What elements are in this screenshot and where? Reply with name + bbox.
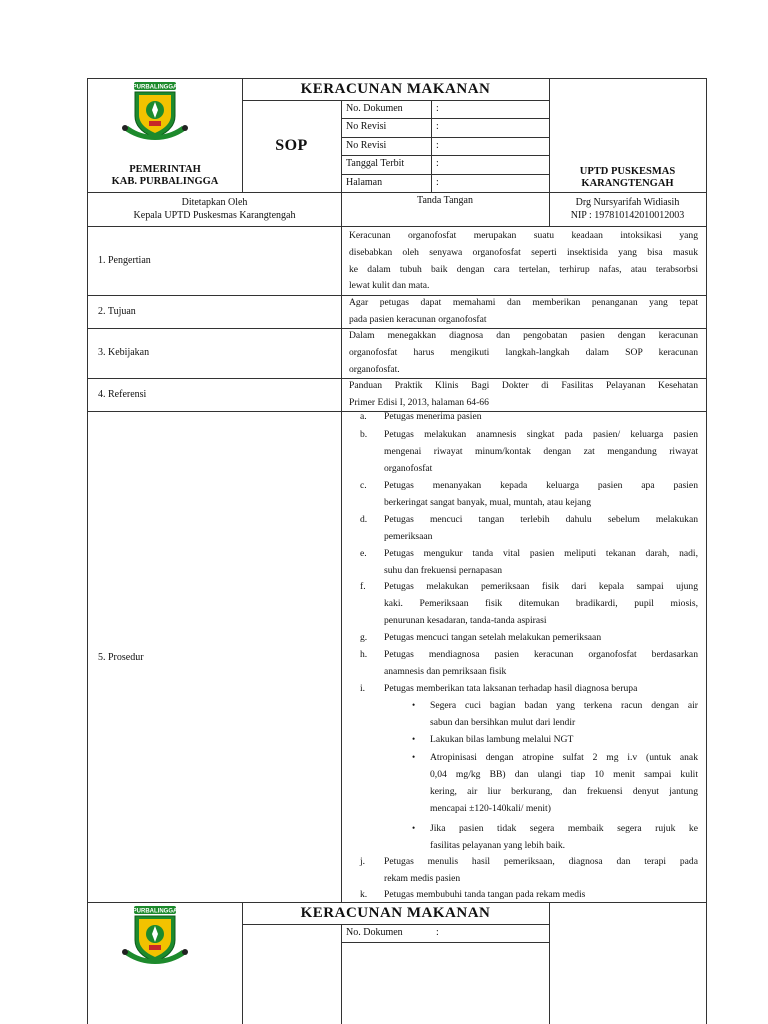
text-line: berkeringat sangat banyak, mual, muntah, atau kejang (384, 497, 591, 508)
text-line: mengenai riwayat minum/kontak dengan zat mengandung riwayat (384, 446, 698, 457)
text-line: Dalam menegakkan diagnosa dan pengobatan pasien dengan keracunan (349, 330, 698, 341)
bullet-item (430, 697, 698, 731)
text-line: Petugas menulis hasil pemeriksaan, diagnosa dan terapi pada (384, 856, 698, 867)
text-line: lewat kulit dan mata. (349, 280, 430, 292)
text-line: pada pasien keracunan organofosfat (349, 313, 487, 325)
text-line: Panduan Praktik Klinis Bagi Dokter di Fasilitas Pelayanan Kesehatan (349, 380, 698, 391)
text-line: Petugas mencuci tangan setelah melakukan pemeriksaan (384, 632, 602, 643)
field-value-no-revisi: : (436, 121, 439, 132)
step-marker: g. (360, 632, 368, 643)
step-marker: h. (360, 649, 368, 660)
step-e (384, 545, 698, 579)
field-label-halaman: Halaman (346, 177, 383, 188)
text-line: Petugas menerima pasien (384, 411, 482, 422)
text-line: Segera cuci bagian badan yang terkena racun dengan air (430, 700, 698, 711)
text-line: 0,04 mg/kg BB) dan ulangi tiap 10 menit sampai kulit (430, 769, 698, 780)
section-text (349, 228, 698, 295)
approval-line2: Kepala UPTD Puskesmas Karangtengah (133, 210, 296, 221)
official-nip: NIP : 197810142010012003 (570, 210, 685, 221)
text-line: anamnesis dan pemriksaan fisik (384, 666, 507, 677)
text-line: mencapai ±120-140kali/ menit) (430, 803, 551, 814)
text-line: Petugas mencuci tangan terlebih dahulu sebelum melakukan (384, 514, 698, 525)
section-text (349, 328, 698, 378)
section-text (349, 378, 698, 412)
approval-line1: Ditetapkan Oleh (181, 197, 248, 208)
step-marker: b. (360, 429, 368, 440)
step-g (384, 629, 698, 646)
section-label: 5. Prosedur (98, 652, 144, 663)
bullet-item (430, 731, 698, 748)
step-marker: d. (360, 514, 368, 525)
section-label: 4. Referensi (98, 389, 147, 400)
step-c (384, 477, 698, 511)
text-line: Atropinisasi dengan atropine sulfat 2 mg i.v (untuk anak (430, 752, 698, 763)
section-label: 2. Tujuan (98, 306, 136, 317)
sop-label: SOP (275, 137, 308, 154)
text-line: Lakukan bilas lambung melalui NGT (430, 734, 574, 745)
bullet-item (430, 749, 698, 817)
text-line: ke dalam tubuh baik dengan cara tertelan, terhirup nafas, atau terabsorbsi (349, 263, 698, 275)
text-line: rekam medis pasien (384, 873, 461, 884)
text-line: Petugas mendiagnosa pasien keracunan organofosfat berdasarkan (384, 649, 698, 660)
text-line: disebabkan oleh senyawa organofosfat seperti insektisida yang bisa masuk (349, 246, 698, 258)
field-value-no-dokumen-page2: : (436, 927, 439, 938)
document-title: KERACUNAN MAKANAN (300, 81, 491, 97)
text-line: Petugas melakukan pemeriksaan fisik dari kepala sampai ujung (384, 581, 698, 592)
bullet-item (430, 820, 698, 854)
text-line: organofosfat. (349, 363, 400, 375)
step-h (384, 646, 698, 680)
step-d (384, 511, 698, 545)
step-k (384, 886, 698, 903)
text-line: penurunan kesadaran, tanda-tanda aspirasi (384, 615, 547, 626)
section-label: 1. Pengertian (98, 255, 151, 266)
unit-name-line1: UPTD PUSKESMAS (579, 166, 676, 177)
text-line: suhu dan frekuensi pernapasan (384, 565, 503, 576)
unit-name-line2: KARANGTENGAH (581, 178, 674, 189)
text-line: Petugas membubuhi tanda tangan pada rekam medis (384, 889, 586, 900)
text-line: Keracunan organofosfat merupakan suatu keadaan intoksikasi yang (349, 230, 698, 241)
regency-logo (120, 80, 190, 146)
logo-text: PURBALINGGA (132, 84, 178, 91)
text-line: organofosfat (384, 463, 433, 474)
step-f (384, 578, 698, 629)
text-line: fasilitas pelayanan yang lebih baik. (430, 840, 566, 851)
text-line: Petugas menanyakan kepada keluarga pasien apa pasien (384, 480, 698, 491)
step-b (384, 426, 698, 477)
field-label-tanggal-terbit: Tanggal Terbit (346, 158, 405, 169)
section-label: 3. Kebijakan (98, 347, 150, 358)
org-name-line2: KAB. PURBALINGGA (111, 176, 219, 187)
field-label-no-revisi-2: No Revisi (346, 140, 387, 151)
official-name: Drg Nursyarifah Widiasih (575, 197, 680, 208)
regency-logo-page2 (120, 904, 190, 970)
text-line: Primer Edisi I, 2013, halaman 64-66 (349, 396, 489, 408)
bullet-icon: • (412, 734, 416, 744)
document-title-page2: KERACUNAN MAKANAN (300, 905, 491, 921)
step-marker: e. (360, 548, 367, 559)
signature-label: Tanda Tangan (417, 195, 473, 206)
step-marker: c. (360, 480, 367, 491)
text-line: Petugas mengukur tanda vital pasien meliputi tekanan darah, nadi, (384, 548, 698, 559)
step-marker: f. (360, 581, 366, 592)
text-line: organofosfat harus mengikuti langkah-langkah dalam SOP keracunan (349, 346, 698, 358)
org-name-line1: PEMERINTAH (129, 164, 201, 175)
bullet-icon: • (412, 752, 416, 762)
field-label-no-dokumen: No. Dokumen (346, 103, 403, 114)
step-a (384, 408, 698, 425)
step-j (384, 853, 698, 887)
text-line: Jika pasien tidak segera membaik segera rujuk ke (430, 823, 698, 834)
text-line: sabun dan bersihkan mulut dari lendir (430, 717, 576, 728)
step-marker: j. (360, 856, 366, 867)
field-value-halaman: : (436, 177, 439, 188)
field-label-no-revisi: No Revisi (346, 121, 387, 132)
text-line: kaki. Pemeriksaan fisik ditemukan bradikardi, pupil miosis, (384, 598, 698, 609)
text-line: kering, air liur berkurang, dan frekuensi denyut jantung (430, 786, 698, 797)
bullet-icon: • (412, 823, 416, 833)
logo-text: PURBALINGGA (132, 908, 178, 915)
bullet-icon: • (412, 700, 416, 710)
text-line: Petugas melakukan anamnesis singkat pada pasien/ keluarga pasien (384, 429, 698, 440)
field-value-tanggal-terbit: : (436, 158, 439, 169)
step-i (384, 680, 698, 697)
step-marker: i. (360, 683, 366, 694)
section-text (349, 295, 698, 329)
field-value-no-dokumen: : (436, 103, 439, 114)
step-marker: k. (360, 889, 368, 900)
text-line: Agar petugas dapat memahami dan memberikan penanganan yang tepat (349, 297, 698, 308)
text-line: Petugas memberikan tata laksanan terhadap hasil diagnosa berupa (384, 683, 638, 694)
step-marker: a. (360, 411, 367, 422)
text-line: pemeriksaan (384, 531, 433, 542)
field-value-no-revisi-2: : (436, 140, 439, 151)
field-label-no-dokumen-page2: No. Dokumen (346, 927, 403, 938)
